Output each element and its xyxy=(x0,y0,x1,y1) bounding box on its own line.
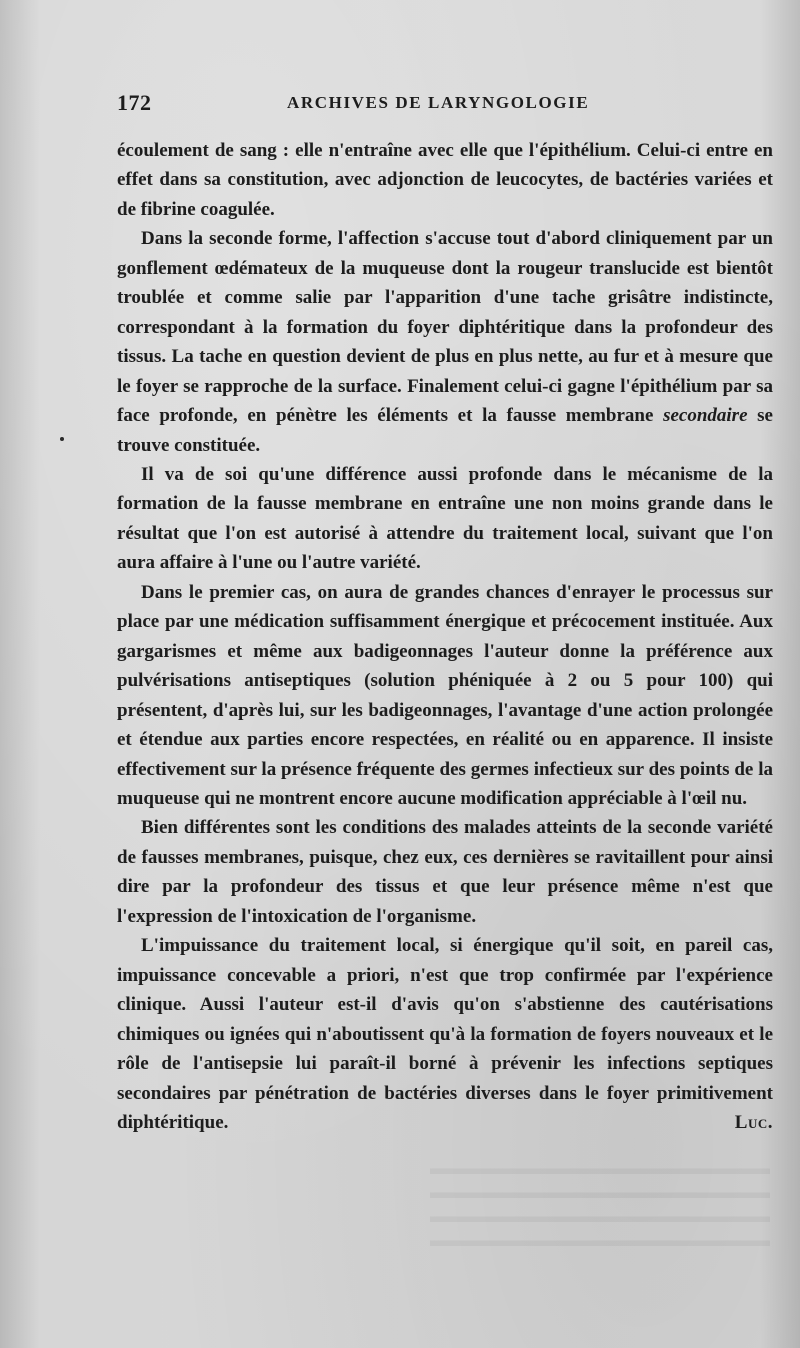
running-head xyxy=(117,90,777,120)
ink-speck xyxy=(60,437,64,441)
paragraph-2 xyxy=(117,224,773,460)
page-number: 172 xyxy=(117,90,152,115)
paragraph-1: écoulement de sang : elle n'entraîne avec elle que l'épithélium. Celui-ci entre en effet dans sa constitution, avec adjonction de leucocytes, de bactéries variées et de fibrine coagulée. xyxy=(117,140,773,220)
emphasized-word: secondaire xyxy=(663,405,748,427)
paragraph-3: Il va de soi qu'une différence aussi profonde dans le mécanisme de la formation de la fausse membrane en entraîne une non moins grande dans le résultat que l'on est autorisé à attendre du traitement local, suivant que l'on aura affaire à l'une ou l'autre variété. xyxy=(117,463,773,574)
journal-title: ARCHIVES DE LARYNGOLOGIE xyxy=(287,93,590,112)
paragraph-4: Dans le premier cas, on aura de grandes chances d'enrayer le processus sur place par une médication suffisamment énergique et précocement instituée. Aux gargarismes et même aux badigeonnages l'auteur donne la préférence aux pulvérisations antiseptiques (solution phéniquée à 2 ou 5 pour 100) qui présentent, d'après lui, sur les badigeonnages, l'avantage d'une action prolongée et étendue aux parties encore respectées, en réalité ou en apparence. Il insiste effectivement sur la présence fréquente des germes infectieux sur des points de la muqueuse qui ne montrent encore aucune modification appréciable à l'œil nu. xyxy=(117,581,773,809)
paragraph-6 xyxy=(117,931,773,1137)
paragraph-5: Bien différentes sont les conditions des malades atteints de la seconde variété de fausses membranes, puisque, chez eux, ces dernières se ravitaillent pour ainsi dire par la profondeur des tissus et que leur présence même n'est que l'expression de l'intoxication de l'organisme. xyxy=(117,817,773,927)
paragraph-6-text: L'impuissance du traitement local, si énergique qu'il soit, en pareil cas, impuissance concevable a priori, n'est que trop confirmée par l'expérience clinique. Aussi l'auteur est-il d'avis qu'on s'abstienne des cautérisations chimiques ou ignées qui n'aboutissent qu'à la formation de foyers nouveaux et le rôle de l'antisepsie lui paraît-il borné à prévenir les infections septiques secondaires par pénétration de bactéries diverses dans le foyer primitivement diphtéritique. xyxy=(117,935,773,1133)
bleed-through-texture xyxy=(430,1150,770,1260)
author-signature: Luc. xyxy=(734,1111,773,1133)
article-body xyxy=(117,136,773,1137)
paragraph-2-text-after: se trouve constituée. xyxy=(117,405,773,456)
paragraph-2-text-before: Dans la seconde forme, l'affection s'accuse tout d'abord cliniquement par un gonflement œdémateux de la muqueuse dont la rougeur translucide est bientôt troublée et comme salie par l'apparition d'une tache grisâtre indistincte, correspondant à la formation du foyer diphtéritique dans la profondeur des tissus. La tache en question devient de plus en plus nette, au fur et à mesure que le foyer se rapproche de la surface. Finalement celui-ci gagne l'épithélium par sa face profonde, en pénètre les éléments et la fausse membrane xyxy=(117,228,773,427)
